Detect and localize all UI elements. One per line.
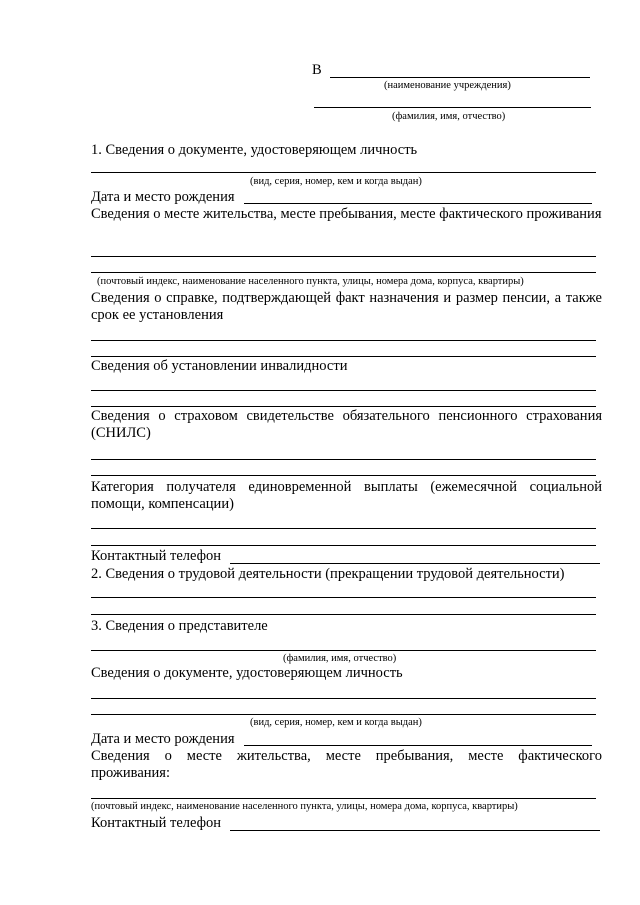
phone-label: Контактный телефон <box>91 548 222 564</box>
category-line-1 <box>91 528 596 529</box>
work-line-2 <box>91 614 596 615</box>
pension-line-2 <box>91 356 596 357</box>
birth-line <box>244 203 592 204</box>
doc-line <box>91 172 596 173</box>
pension-text: Сведения о справке, подтверждающей факт назначения и размер пенсии, а также срок ее установления <box>91 290 602 323</box>
snils-text: Сведения о страховом свидетельстве обязательного пенсионного страхования (СНИЛС) <box>91 408 602 441</box>
rep-residence-line <box>91 798 596 799</box>
to-prefix: В <box>312 62 322 78</box>
section-2-title: 2. Сведения о трудовой деятельности (прекращении трудовой деятельности) <box>91 566 565 582</box>
rep-fio-line <box>91 650 596 651</box>
disability-text: Сведения об установлении инвалидности <box>91 358 348 374</box>
snils-line-1 <box>91 459 596 460</box>
disability-line-2 <box>91 406 596 407</box>
institution-line <box>330 77 590 78</box>
rep-doc-line-2 <box>91 714 596 715</box>
residence-text: Сведения о месте жительства, месте пребывания, месте фактического проживания <box>91 206 602 222</box>
section-1-title: 1. Сведения о документе, удостоверяющем личность <box>91 142 418 158</box>
residence-line-2 <box>91 272 596 273</box>
phone-line <box>230 563 600 564</box>
pension-line-1 <box>91 340 596 341</box>
doc-caption: (вид, серия, номер, кем и когда выдан) <box>250 176 422 187</box>
snils-line-2 <box>91 475 596 476</box>
disability-line-1 <box>91 390 596 391</box>
rep-doc-text: Сведения о документе, удостоверяющем личность <box>91 665 403 681</box>
rep-doc-caption: (вид, серия, номер, кем и когда выдан) <box>250 717 422 728</box>
category-text: Категория получателя единовременной выплаты (ежемесячной социальной помощи, компенсации) <box>91 479 602 512</box>
address-caption: (почтовый индекс, наименование населенного пункта, улицы, номера дома, корпуса, квартиры) <box>97 276 524 287</box>
residence-line-1 <box>91 256 596 257</box>
rep-doc-line-1 <box>91 698 596 699</box>
rep-birth-label: Дата и место рождения <box>91 731 235 747</box>
work-line-1 <box>91 597 596 598</box>
category-line-2 <box>91 545 596 546</box>
institution-caption: (наименование учреждения) <box>384 80 511 91</box>
rep-fio-caption: (фамилия, имя, отчество) <box>283 653 397 664</box>
fio-line <box>314 107 591 108</box>
rep-residence-text: Сведения о месте жительства, месте пребывания, месте фактического проживания: <box>91 748 602 781</box>
rep-phone-line <box>230 830 600 831</box>
section-3-title: 3. Сведения о представителе <box>91 618 268 634</box>
rep-birth-line <box>244 745 592 746</box>
birth-label: Дата и место рождения <box>91 189 235 205</box>
rep-phone-label: Контактный телефон <box>91 815 222 831</box>
rep-address-caption: (почтовый индекс, наименование населенного пункта, улицы, номера дома, корпуса, квартиры) <box>91 801 518 812</box>
fio-caption: (фамилия, имя, отчество) <box>392 111 506 122</box>
